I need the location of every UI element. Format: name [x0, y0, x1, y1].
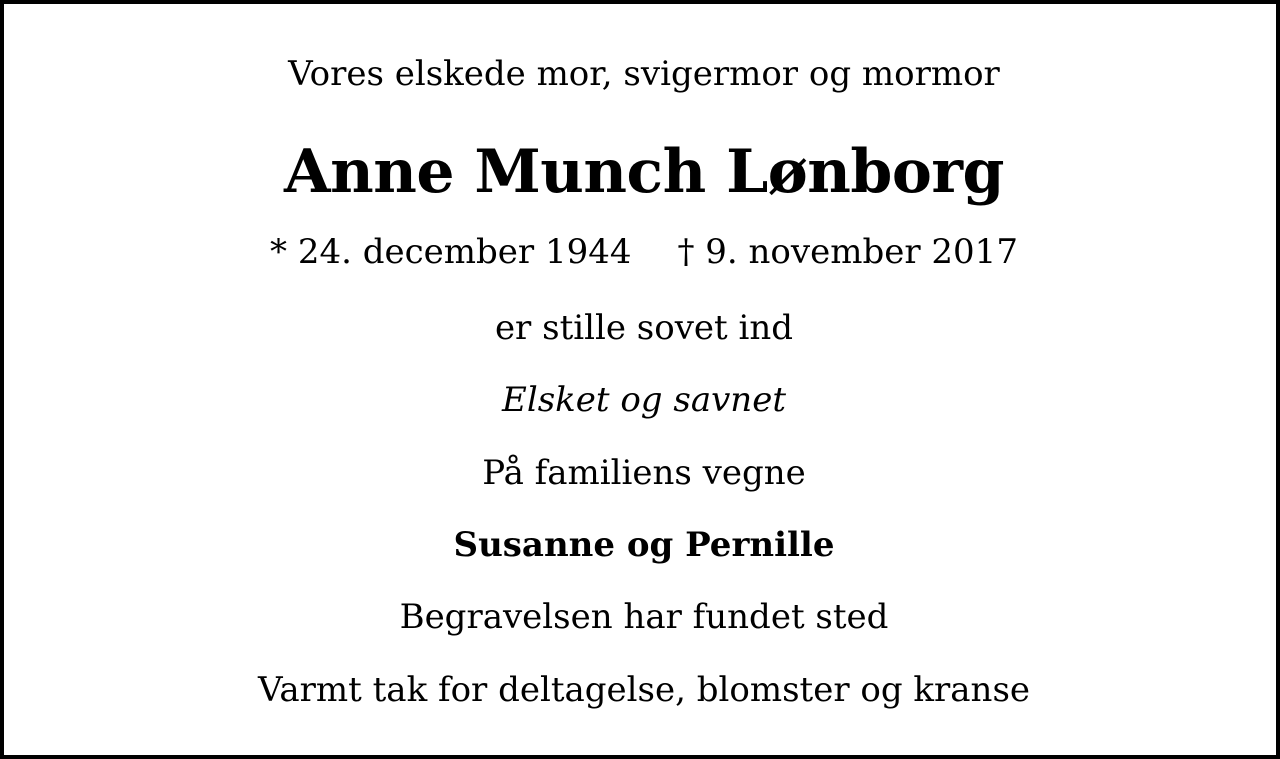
thanks-line: Varmt tak for deltagelse, blomster og kranse [257, 670, 1031, 710]
behalf-line: På familiens vegne [482, 453, 806, 493]
birth-date: * 24. december 1944 [270, 232, 632, 272]
passed-line: er stille sovet ind [494, 308, 794, 348]
life-dates [4, 232, 1280, 272]
death-date: † 9. november 2017 [677, 232, 1018, 272]
funeral-line: Begravelsen har fundet sted [399, 597, 889, 637]
deceased-name: Anne Munch Lønborg [284, 137, 1004, 207]
signers-line: Susanne og Pernille [453, 525, 835, 565]
intro-line: Vores elskede mor, svigermor og mormor [288, 54, 1000, 94]
loved-line: Elsket og savnet [502, 380, 786, 420]
